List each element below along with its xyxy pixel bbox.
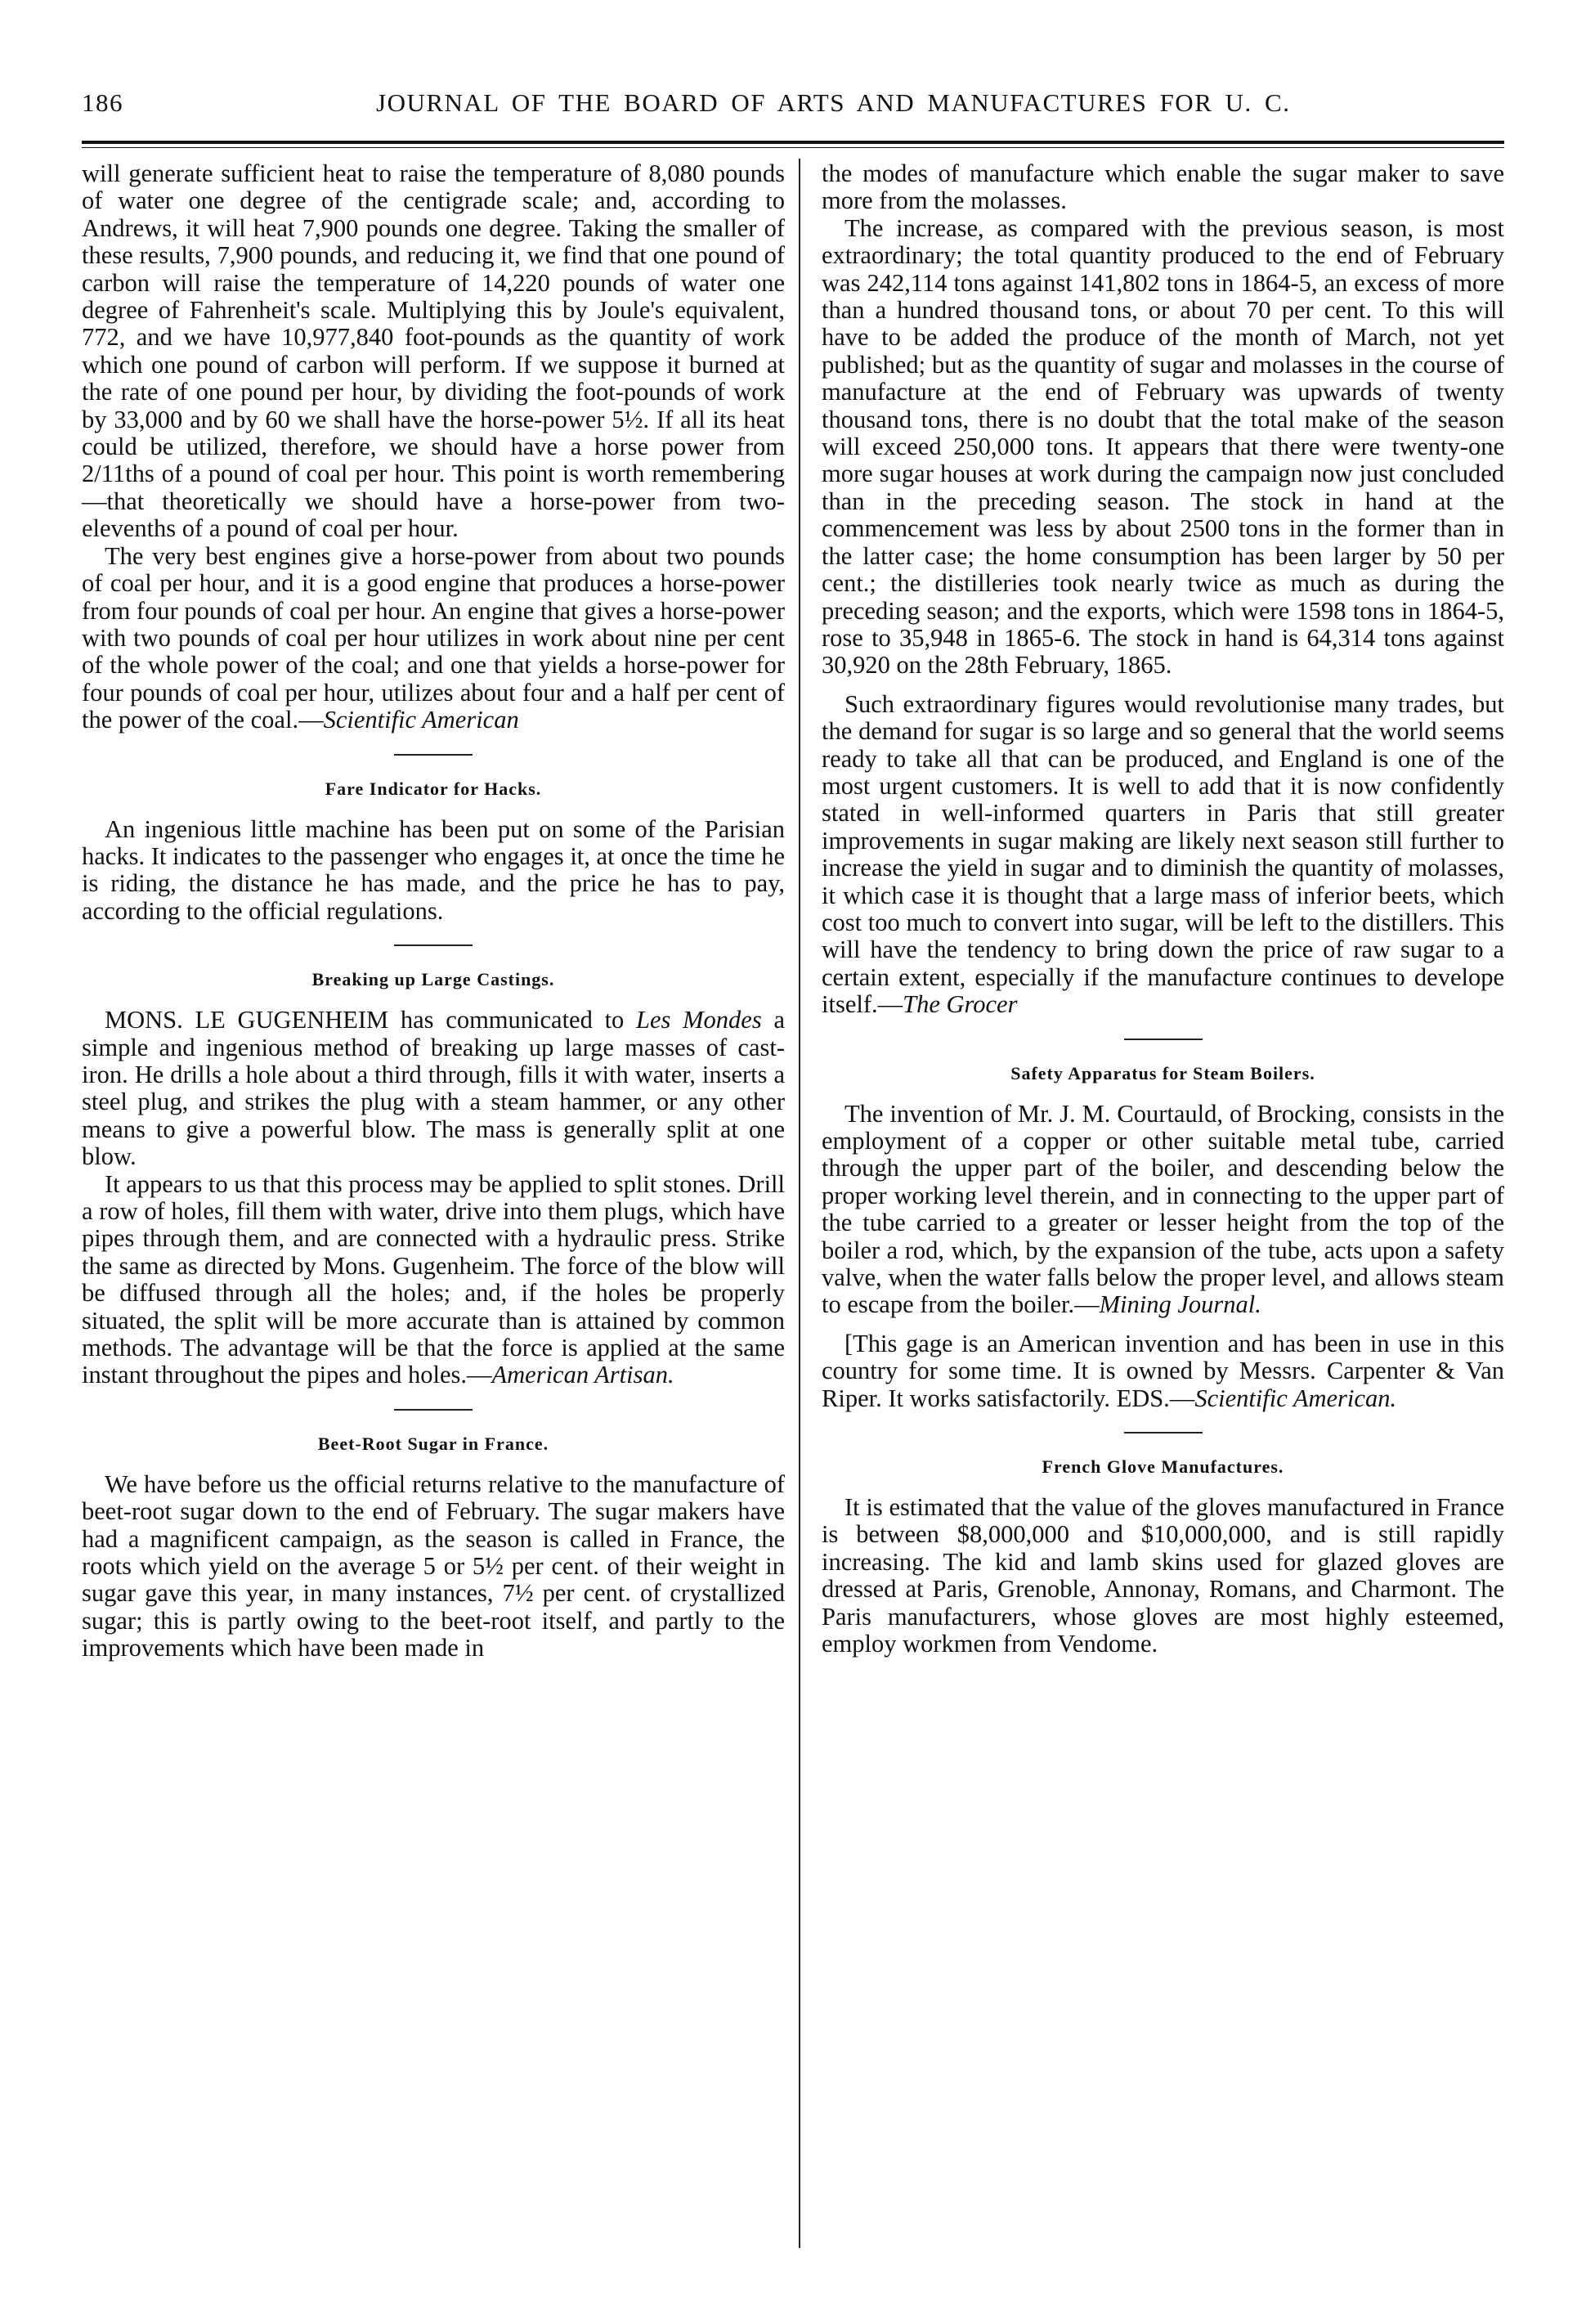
article-paragraph [82, 543, 785, 734]
journal-name: Les Mondes [636, 1006, 762, 1034]
paragraph-text: Such extraordinary figures would revolutionise many trades, but the demand for sugar is so large and so general that the world seems ready to take all that can be produced, and England is one of the most urgent customers. It is well to add that it is now confidently stated in well-informed quarters in Paris that still greater improvements in sugar making are likely next season still further to increase the yield in sugar and to diminish the quantity of molasses, it which case it is thought that a large mass of inferior beets, which cost too much to convert into sugar, will be left to the distillers. This will have the tendency to bring down the price of raw sugar to a certain extent, especially if the manufacture continues to develope itself.— [822, 689, 1504, 1019]
section-rule [394, 1409, 473, 1411]
running-title: JOURNAL OF THE BOARD OF ARTS AND MANUFACTURES FOR U. C. [376, 88, 1291, 117]
paragraph-text: [This gage is an American invention and has been in use in this country for some time. It is owned by Messrs. Carpenter & Van Riper. It works satisfactorily. EDS.— [822, 1329, 1504, 1412]
header-rule-thick [82, 141, 1504, 144]
article-paragraph: the modes of manufacture which enable the sugar maker to save more from the molasses. [822, 159, 1504, 215]
article-paragraph: will generate sufficient heat to raise the temperature of 8,080 pounds of water one degree of the centigrade scale; and, according to Andrews, it will heat 7,900 pounds one degree. Taking the smaller of these results, 7,900 pounds, and reducing it, we find that one pound of carbon will raise the temperature of 14,220 pounds of water one degree of Fahrenheit's scale. Multiplying this by Joule's equivalent, 772, and we have 10,977,840 foot-pounds as the quantity of work which one pound of carbon will perform. If we suppose it burned at the rate of one pound per hour, by dividing the foot-pounds of work by 33,000 and by 60 we shall have the horse-power 5½. If all its heat could be utilized, therefore, we should have a horse power from 2/11ths of a pound of coal per hour. This point is worth remembering—that theoretically we should have a horse-power from two-elevenths of a pound of coal per hour. [82, 159, 785, 543]
header-rule-thin [82, 147, 1504, 148]
article-heading: Safety Apparatus for Steam Boilers. [1010, 1062, 1315, 1083]
section-rule [1124, 1039, 1203, 1040]
article-paragraph: The increase, as compared with the previous season, is most extraordinary; the total quantity produced to the end of February was 242,114 tons against 141,802 tons in 1864-5, an excess of more than a hundred thousand tons, or about 70 per cent. To this will have to be added the produce of the month of March, not yet published; but as the quantity of sugar and molasses in the course of manufacture at the end of February was upwards of twenty thousand tons, there is no doubt that the total make of the season will exceed 250,000 tons. It appears that there were twenty-one more sugar houses at work during the campaign now just concluded than in the preceding season. The stock in hand at the commencement was less by about 2500 tons in the former than in the latter case; the home consumption has been larger by 50 per cent.; the distilleries took nearly twice as much as during the preceding season; and the exports, which were 1598 tons in 1864-5, rose to 35,948 in 1865-6. The stock in hand is 64,314 tons against 30,920 on the 28th February, 1865. [822, 213, 1504, 680]
section-rule [394, 944, 473, 946]
article-paragraph [822, 1101, 1504, 1319]
source-citation: Mining Journal. [1099, 1290, 1261, 1319]
article-paragraph [82, 1007, 785, 1170]
article-paragraph: We have before us the official returns relative to the manufacture of beet-root sugar down to the end of February. The sugar makers have had a magnificent campaign, as the season is called in France, the roots which yield on the average 5 or 5½ per cent. of their weight in sugar gave this year, in many instances, 7½ per cent. of crystallized sugar; this is partly owing to the beet-root itself, and partly to the improvements which have been made in [82, 1469, 785, 1662]
page-header [82, 88, 1504, 129]
source-citation: American Artisan. [491, 1361, 674, 1389]
paragraph-text: It appears to us that this process may be applied to split stones. Drill a row of holes, fill them with water, drive into them plugs, which have pipes through them, and are connected with a hydraulic press. Strike the same as directed by Mons. Gugenheim. The force of the blow will be diffused through all the holes; and, if the holes be properly situated, the split will be more accurate than is attained by common methods. The advantage will be that the force is applied at the same instant throughout the pipes and holes.— [82, 1169, 785, 1389]
source-citation: Scientific American [323, 706, 519, 734]
paragraph-text: MONS. LE GUGENHEIM has communicated to [105, 1006, 637, 1034]
article-heading: Beet-Root Sugar in France. [317, 1433, 549, 1454]
article-heading: Fare Indicator for Hacks. [325, 778, 542, 799]
section-rule [1124, 1432, 1203, 1433]
source-citation: Scientific American. [1194, 1384, 1397, 1412]
paragraph-text: The very best engines give a horse-power from about two pounds of coal per hour, and it is a good engine that produces a horse-power from four pounds of coal per hour. An engine that gives a horse-power with two pounds of coal per hour utilizes in work about nine per cent of the whole power of the coal; and one that yields a horse-power for four pounds of coal per hour, utilizes about four and a half per cent of the power of the coal.— [82, 541, 785, 734]
left-column [82, 160, 785, 1662]
right-column [822, 160, 1504, 1658]
paragraph-text: The invention of Mr. J. M. Courtauld, of Brocking, consists in the employment of a copper or other suitable metal tube, carried through the upper part of the boiler, and descending below the proper working level therein, and in connecting to the upper part of the tube carried to a greater or lesser height from the top of the boiler a rod, which, by the expansion of the tube, acts upon a safety valve, when the water falls below the proper level, and allows steam to escape from the boiler.— [822, 1099, 1504, 1319]
source-citation: The Grocer [903, 990, 1018, 1019]
page-number: 186 [82, 88, 123, 117]
article-heading: Breaking up Large Castings. [311, 969, 555, 990]
editor-note [822, 1330, 1504, 1412]
column-divider [799, 159, 800, 2248]
paragraph-text: a simple and ingenious method of breaking up large masses of cast-iron. He drills a hole about a third through, fills it with water, inserts a steel plug, and strikes the plug with a steam hammer, or any other means to give a powerful blow. The mass is generally split at one blow. [82, 1006, 785, 1171]
article-paragraph [82, 1171, 785, 1389]
article-paragraph: It is estimated that the value of the gloves manufactured in France is between $8,000,000 and $10,000,000, and is still rapidly increasing. The kid and lamb skins used for glazed gloves are dressed at Paris, Grenoble, Annonay, Romans, and Charmont. The Paris manufacturers, whose gloves are most highly esteemed, employ workmen from Vendome. [822, 1493, 1504, 1658]
article-paragraph [822, 691, 1504, 1019]
section-rule [394, 754, 473, 756]
article-paragraph: An ingenious little machine has been put on some of the Parisian hacks. It indicates to the passenger who engages it, at once the time he is riding, the distance he has made, and the price he has to pay, according to the official regulations. [82, 814, 785, 925]
article-heading: French Glove Manufactures. [1042, 1456, 1284, 1478]
